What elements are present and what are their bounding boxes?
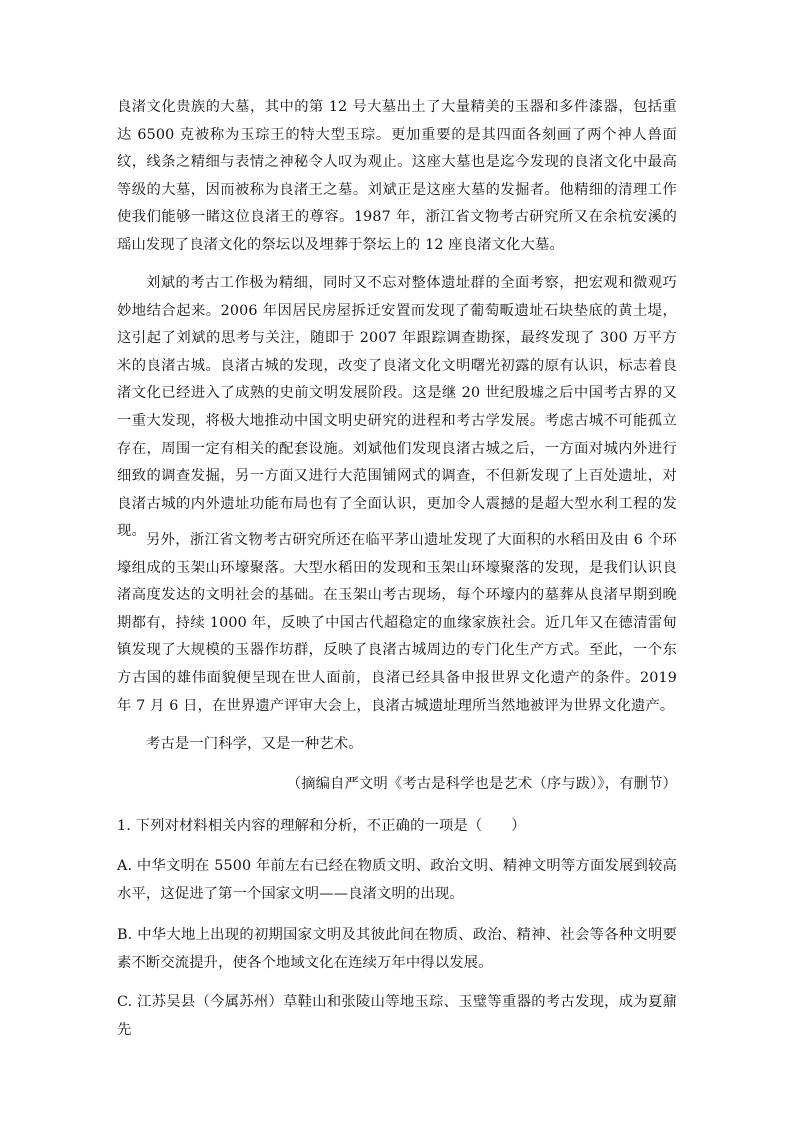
option-b: B. 中华大地上出现的初期国家文明及其彼此间在物质、政治、精神、社会等各种文明要素不断交流提升，使各个地域文化在连续万年中得以发展。 [117,927,677,971]
option-a: A. 中华文明在 5500 年前左右已经在物质文明、政治文明、精神文明等方面发展到较高水平，这促进了第一个国家文明——良渚文明的出现。 [117,858,677,902]
question-1: 1. 下列对材料相关内容的理解和分析，不正确的一项是（ ） [117,818,526,834]
paragraph-liangzhu-tombs: 良渚文化贵族的大墓，其中的第 12 号大墓出土了大量精美的玉器和多件漆器，包括重达 6500 克被称为玉琮王的特大型玉琮。更加重要的是其四面各刻画了两个神人兽面纹，线条之精细与表情之神秘令人叹为观止。这座大墓也是迄今发现的良渚文化中最高等级的大墓，因而被称为良渚王之墓。刘斌正是这座大墓的发掘者。他精细的清理工作使我们能够一睹这位良渚王的尊容。1987 年，浙江省文物考古研究所又在余杭安溪的瑶山发现了良渚文化的祭坛以及埋葬于祭坛上的 12 座良渚文化大墓。 [117,99,677,253]
option-c: C. 江苏吴县（今属苏州）草鞋山和张陵山等地玉琮、玉璧等重器的考古发现，成为夏鼐先 [117,994,677,1038]
source-citation: （摘编自严文明《考古是科学也是艺术（序与跋）》，有删节） [286,776,677,792]
paragraph-archaeology-science-art: 考古是一门科学，又是一种艺术。 [146,736,363,752]
paragraph-rice-fields-settlement: 另外，浙江省文物考古研究所还在临平茅山遗址发现了大面积的水稻田及由 6 个环壕组成的玉架山环壕聚落。大型水稻田的发现和玉架山环壕聚落的发现，是我们认识良渚高度发达的文明社会的基础。在玉架山考古现场，每个环壕内的墓葬从良渚早期到晚期都有，持续 1000 年，反映了中国古代超稳定的血缘家族社会。近几年又在德清雷甸镇发现了大规模的玉器作坊群，反映了良渚古城周边的专门化生产方式。至此，一个东方古国的雄伟面貌便呈现在世人面前，良渚已经具备申报世界文化遗产的条件。2019 年 7 月 6 日，在世界遗产评审大会上，良渚古城遗址理所当然地被评为世界文化遗产。 [117,532,677,714]
paragraph-liangzhu-ancient-city: 刘斌的考古工作极为精细，同时又不忘对整体遗址群的全面考察，把宏观和微观巧妙地结合起来。2006 年因居民房屋拆迁安置而发现了葡萄畈遗址石块垫底的黄土堤，这引起了刘斌的思考与关注，随即于 2007 年跟踪调查勘探，最终发现了 300 万平方米的良渚古城。良渚古城的发现，改变了良渚文化文明曙光初露的原有认识，标志着良渚文化已经进入了成熟的史前文明发展阶段。这是继 20 世纪殷墟之后中国考古界的又一重大发现，将极大地推动中国文明史研究的进程和考古学发展。考虑古城不可能孤立存在，周围一定有相关的配套设施。刘斌他们发现良渚古城之后，一方面对城内外进行细致的调查发掘，另一方面又进行大范围铺网式的调查，不但新发现了上百处遗址，对良渚古城的内外遗址功能布局也有了全面认识，更加令人震撼的是超大型水利工程的发现。 [117,275,677,540]
